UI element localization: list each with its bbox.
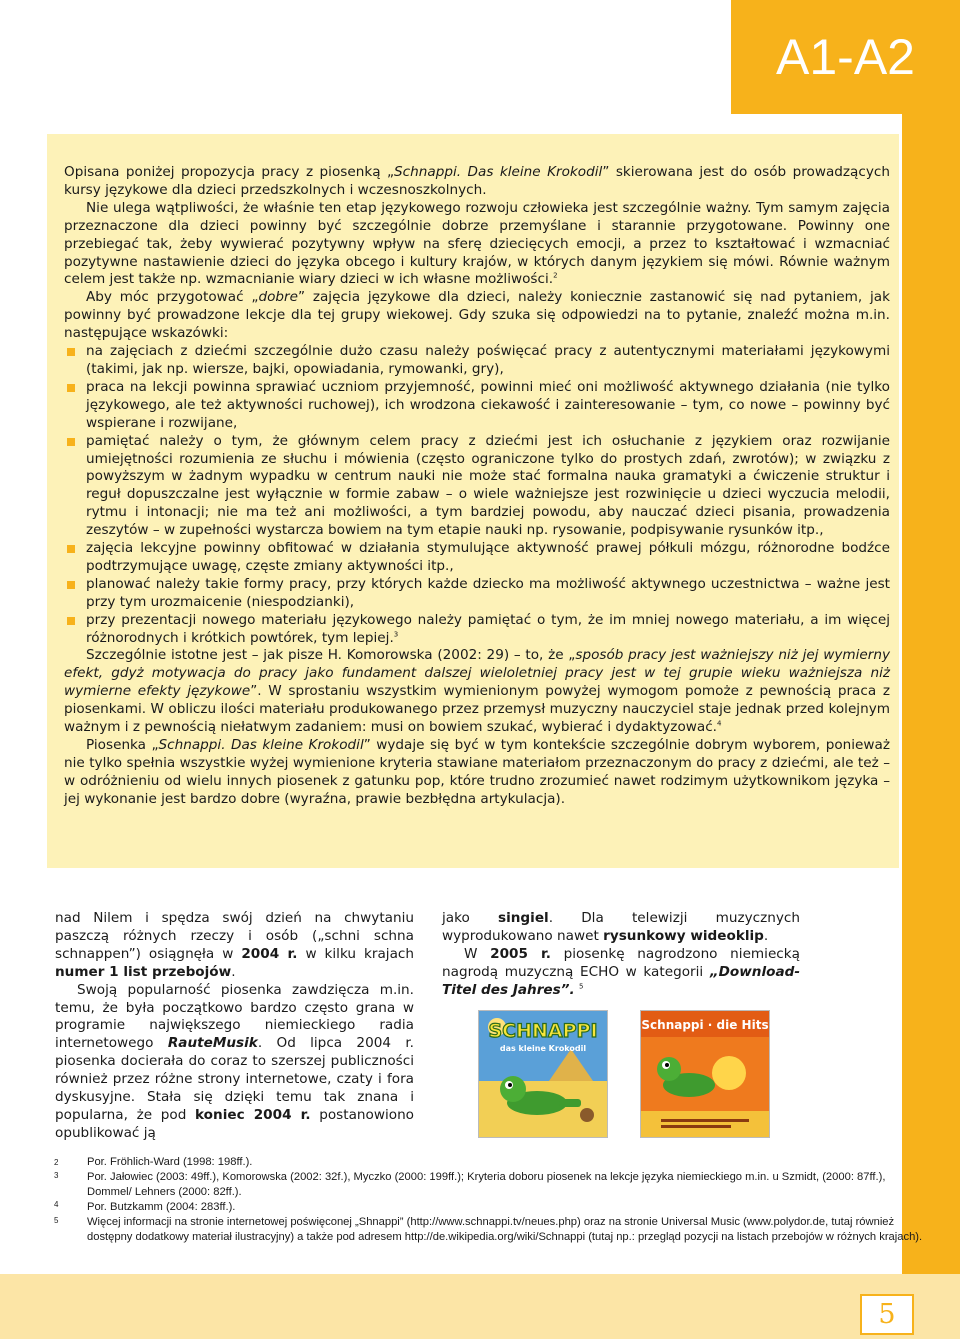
- album-cover-schnappi-art: [479, 1011, 607, 1137]
- list-item: planować należy takie formy pracy, przy których każde dziecko ma możliwość aktywnego uczestnictwa – ważne jest przy tym urozmaicenie (niespodzianki),: [64, 576, 890, 612]
- square-bullet-icon: [67, 545, 75, 553]
- list-item: zajęcia lekcyjne powinny obfitować w działania stymulujące aktywność prawej półkuli mózgu, różnorodne bodźce podtrzymujące uwagę, częste zmiany aktywności itp.,: [64, 540, 890, 576]
- left-column: [55, 910, 414, 1143]
- right-paragraph-1: jako singiel. Dla telewizji muzycznych wyprodukowano nawet rysunkowy wideoklip.: [442, 910, 800, 944]
- right-accent-strip: [902, 114, 960, 1274]
- list-item: na zajęciach z dziećmi szczególnie dużo czasu należy poświęcać pracy z autentycznymi materiałami językowymi (takimi, jak np. wiersze, bajki, opowiadania, rymowanki, gry),: [64, 343, 890, 379]
- intro-paragraph-5: Piosenka „Schnappi. Das kleine Krokodil” wydaje się być w tym kontekście szczególnie dobrym wyborem, ponieważ nie tylko spełnia wszystkie wyżej wymienione kryteria stawiane materiałom przeznaczonym do pracy z dziećmi, ale też – w odróżnieniu od wielu innych piosenek z gatunku pop, które trudno zrozumieć nawet rodzimym użytkownikom języka – jej wykonanie jest bardzo dobre (wyraźna, prawie bezbłędna artykulacja).: [64, 737, 890, 807]
- square-bullet-icon: [67, 384, 75, 392]
- album-cover-die-hits: [640, 1010, 770, 1138]
- page-number: 5: [860, 1294, 914, 1335]
- bottom-accent-strip: [0, 1274, 960, 1339]
- left-paragraph-2: Swoją popularność piosenka zawdzięcza m.in. temu, że była początkowo bardzo często grana w programie największego niemieckiego radia internetowego RauteMusik. Od lipca 2004 r. piosenka docierała do coraz to szerszej publiczności również przez różne strony internetowe, czaty i fora dyskusyjne. Stała się dzięki temu tak znana i popularna, że pod koniec 2004 r. postanowiono opublikować ją: [55, 981, 414, 1141]
- album-cover-die-hits-art: [641, 1011, 769, 1137]
- list-item: praca na lekcji powinna sprawiać uczniom przyjemność, powinni mieć oni możliwość aktywnego działania (nie tylko językowego, ale też aktywności ruchowej), ich wrodzona ciekawość i zainteresowanie – tym, co nowe – powinny być wspierane i rozwijane,: [64, 379, 890, 433]
- footnote-number: 3: [54, 1171, 59, 1180]
- right-column: [442, 910, 800, 1000]
- cover2-title: Schnappi · die Hits: [641, 1018, 769, 1032]
- right-paragraph-2: W 2005 r. piosenkę nagrodzono niemiecką nagrodą muzyczną ECHO w kategorii „Download-Titel des Jahres”. $^5$: [442, 945, 800, 998]
- level-badge: A1-A2: [731, 0, 960, 114]
- square-bullet-icon: [67, 438, 75, 446]
- footnote-number: 4: [54, 1200, 59, 1209]
- list-item: pamiętać należy o tym, że głównym celem pracy z dziećmi jest ich osłuchanie z językiem oraz rozwijanie umiejętności rozumienia ze słuchu i mówienia (często ograniczone tylko do prostych zdań, zwrotów); w związku z powyższym w żadnym wypadku w centrum nauki nie może stać formalna nauka gramatyki a ćwiczenie struktur i reguł dopuszczalne jest wyłącznie w formie zabaw – o wiele ważniejsze jest rozwinięcie u dzieci wyczucia melodii, rytmu i intonacji; nie ma też ani możliwości, a tym bardziej powodu, aby nauczać dzieci pisania, prowadzenia zeszytów – w zupełności wystarcza bowiem na tym etapie nauki np. rysowanie, podpisywanie rysunków itp.,: [64, 433, 890, 540]
- intro-paragraph-3: Aby móc przygotować „dobre” zajęcia językowe dla dzieci, należy koniecznie zastanowić się nad pytaniem, jak powinny być prowadzone lekcje dla tej grupy wiekowej. Gdy szuka się odpowiedzi na to pytanie, znaleźć można m.in. następujące wskazówki:: [64, 289, 890, 342]
- footnote-texts: [87, 1155, 923, 1245]
- footnote-2: Por. Fröhlich-Ward (1998: 198ff.).: [87, 1156, 253, 1168]
- footnote-5: Więcej informacji na stronie internetowej poświęconej „Shnappi” (http://www.schnappi.tv/neues.php) oraz na stronie Universal Music (www.polydor.de, tutaj również dostępny dodatkowy materiał ilustracyjny) a także pod adresem http://de.wikipedia.org/wiki/Schnappi (tutaj np.: przegląd pozycji na listach przebojów w różnych krajach).: [87, 1216, 923, 1243]
- list-item: przy prezentacji nowego materiału językowego należy pamiętać o tym, że im mniej nowego materiału, a im więcej różnorodnych i krótkich powtórek, tym lepiej.$^3$: [64, 612, 890, 648]
- footnote-4: Por. Butzkamm (2004: 283ff.).: [87, 1201, 236, 1213]
- guidelines-list: [64, 343, 890, 647]
- intro-paragraph-4: Szczególnie istotne jest – jak pisze H. Komorowska (2002: 29) – to, że „sposób pracy jest ważniejszy niż jej wymierny efekt, gdyż motywacja do pracy jako fundament dalszej wieloletniej pracy jest w tej grupie wieku ważniejsza niż wymierne efekty językowe”. W sprostaniu wszystkim wymienionym powyżej wymogom pomoże z pewnością praca z piosenkami. W obliczu ilości materiału produkowanego przez przemysł muzyczny nauczyciel staje jednak przed kolejnym ważnym i z pewnością niełatwym zadaniem: musi on bowiem szukać, wybierać i dydaktyzować.$^4$: [64, 647, 891, 736]
- cover1-subtitle: das kleine Krokodil: [499, 1044, 587, 1053]
- album-cover-schnappi: [478, 1010, 608, 1138]
- square-bullet-icon: [67, 581, 75, 589]
- intro-text: [64, 164, 890, 809]
- left-paragraph-1: nad Nilem i spędza swój dzień na chwytaniu paszczą różnych rzeczy i osób („schni schna schnappen”) osiągnęła w 2004 r. w kilku krajach numer 1 list przebojów.: [55, 910, 414, 980]
- square-bullet-icon: [67, 617, 75, 625]
- intro-paragraph-2: Nie ulega wątpliwości, że właśnie ten etap językowego rozwoju człowieka jest szczególnie ważny. Tym samym zajęcia przeznaczone dla dzieci powinny być szczególnie dobrze przemyślane i starannie przygotowane. Powinny one przebiegać tak, żeby wywierać pozytywny wpływ na sferę dziecięcych emocji, a przez to kształtować i wzmacniać pozytywne nastawienie dzieci do języka obcego i kultury krajów, w których danym językiem się mówi. Równie ważnym celem jest także np. wzmacnianie wiary dzieci w ich własne możliwości.$^2$: [64, 199, 890, 288]
- footnote-number: 2: [54, 1158, 59, 1167]
- footnote-3: Por. Jałowiec (2003: 49ff.), Komorowska (2002: 32f.), Myczko (2000: 199ff.); Kryteria doboru piosenek na lekcje języka niemieckiego m.in. u Szmidt, (2000: 87ff.), Dommel/ Lehners (2000: 82ff.).: [87, 1171, 886, 1198]
- square-bullet-icon: [67, 348, 75, 356]
- cover1-title: SCHNAPPI: [488, 1020, 598, 1042]
- intro-paragraph-1: Opisana poniżej propozycja pracy z piosenką „Schnappi. Das kleine Krokodil” skierowana jest do osób prowadzących kursy językowe dla dzieci przedszkolnych i wczesnoszkolnych.: [64, 164, 890, 198]
- footnote-number: 5: [54, 1216, 59, 1225]
